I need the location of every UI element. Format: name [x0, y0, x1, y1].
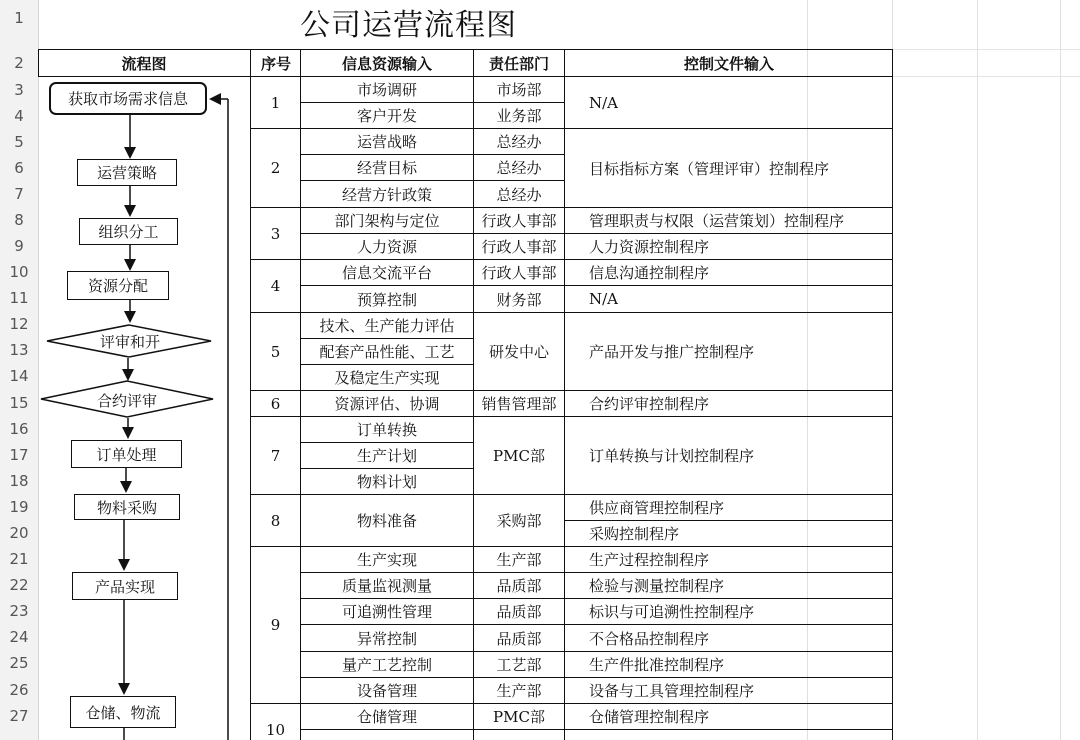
seq-cell[interactable]: 7	[270, 446, 281, 465]
dept-cell[interactable]: 行政人事部	[481, 212, 557, 230]
flow-step[interactable]: 运营策略	[77, 159, 177, 186]
grid-line	[1060, 0, 1061, 740]
control-cell[interactable]: N/A	[589, 290, 619, 308]
input-cell[interactable]: 物料准备	[356, 512, 417, 530]
header-input[interactable]: 信息资源输入	[341, 54, 432, 73]
input-cell[interactable]: 预算控制	[356, 290, 417, 309]
row-number[interactable]: 16	[9, 420, 29, 438]
input-cell[interactable]: 质量监视测量	[341, 577, 432, 595]
row-number[interactable]: 27	[9, 707, 29, 725]
seq-cell[interactable]: 6	[270, 394, 281, 413]
input-cell[interactable]: 及稳定生产实现	[334, 369, 440, 387]
dept-cell[interactable]: 工艺部	[496, 656, 542, 674]
flow-step-start[interactable]: 获取市场需求信息	[49, 82, 207, 115]
row-number[interactable]: 21	[9, 550, 29, 568]
input-cell[interactable]: 人力资源	[356, 238, 417, 256]
dept-cell[interactable]: 生产部	[496, 551, 542, 569]
dept-cell[interactable]: 总经办	[496, 185, 542, 204]
seq-cell[interactable]: 4	[270, 277, 281, 295]
input-cell[interactable]: 经营方针政策	[341, 185, 432, 204]
row-number[interactable]: 3	[14, 81, 24, 99]
row-number[interactable]: 14	[9, 367, 29, 385]
dept-cell[interactable]: 品质部	[496, 603, 542, 621]
input-cell[interactable]: 异常控制	[356, 629, 417, 648]
input-cell[interactable]: 仓储管理	[356, 708, 417, 726]
dept-cell[interactable]: 财务部	[496, 290, 542, 309]
row-number[interactable]: 23	[9, 602, 29, 620]
flow-step[interactable]: 资源分配	[67, 271, 169, 300]
grid-line	[977, 0, 978, 740]
control-cell[interactable]: 信息沟通控制程序	[589, 264, 710, 282]
dept-cell[interactable]: 研发中心	[488, 343, 549, 361]
sheet-title[interactable]: 公司运营流程图	[300, 8, 517, 43]
dept-cell[interactable]: PMC部	[493, 708, 545, 726]
flow-step[interactable]: 仓储、物流	[70, 696, 176, 728]
control-cell[interactable]: 目标指标方案（管理评审）控制程序	[589, 159, 830, 178]
input-cell[interactable]: 经营目标	[356, 159, 417, 177]
dept-cell[interactable]: 总经办	[496, 159, 542, 177]
row-number[interactable]: 11	[9, 289, 29, 307]
seq-cell[interactable]: 3	[270, 224, 281, 243]
dept-cell[interactable]: 市场部	[496, 81, 542, 99]
row-number[interactable]: 20	[9, 524, 29, 542]
control-cell[interactable]: 标识与可追溯性控制程序	[589, 603, 755, 621]
row-number[interactable]: 12	[9, 315, 29, 333]
dept-cell[interactable]: 销售管理部	[481, 395, 557, 413]
row-number[interactable]: 2	[14, 54, 24, 72]
seq-cell[interactable]: 1	[270, 93, 281, 112]
row-number[interactable]: 7	[14, 185, 24, 203]
flow-step[interactable]: 订单处理	[71, 440, 182, 468]
input-cell[interactable]: 配套产品性能、工艺	[319, 343, 455, 361]
input-cell[interactable]: 市场调研	[356, 81, 417, 99]
input-cell[interactable]: 量产工艺控制	[341, 656, 432, 674]
row-number[interactable]: 6	[14, 159, 24, 177]
row-number[interactable]: 26	[9, 681, 29, 699]
dept-cell[interactable]: 行政人事部	[481, 238, 557, 256]
input-cell[interactable]: 信息交流平台	[341, 264, 432, 282]
dept-cell[interactable]: 品质部	[496, 577, 542, 595]
seq-cell[interactable]: 8	[270, 511, 281, 530]
control-cell[interactable]: 供应商管理控制程序	[589, 499, 725, 517]
input-cell[interactable]: 可追溯性管理	[341, 603, 432, 621]
row-number[interactable]: 1	[14, 9, 24, 27]
dept-cell[interactable]: 总经办	[496, 133, 542, 151]
grid-line	[893, 76, 1080, 77]
input-cell[interactable]: 设备管理	[356, 682, 417, 700]
control-cell[interactable]: 采购控制程序	[589, 525, 680, 543]
seq-cell[interactable]: 5	[270, 342, 281, 361]
row-number[interactable]: 10	[9, 263, 29, 281]
flow-step[interactable]: 物料采购	[74, 494, 180, 520]
header-dept[interactable]: 责任部门	[488, 54, 549, 73]
input-cell[interactable]: 生产计划	[356, 447, 417, 465]
row-number[interactable]: 8	[14, 211, 24, 229]
seq-cell[interactable]: 10	[265, 721, 286, 739]
dept-cell[interactable]: 行政人事部	[481, 264, 557, 282]
input-cell[interactable]: 订单转换	[356, 421, 417, 439]
input-cell[interactable]: 资源评估、协调	[334, 395, 440, 413]
dept-cell[interactable]: 生产部	[496, 682, 542, 700]
control-cell[interactable]: 产品开发与推广控制程序	[589, 343, 755, 361]
control-cell[interactable]: 订单转换与计划控制程序	[589, 447, 755, 465]
dept-cell[interactable]: 采购部	[496, 512, 542, 530]
control-cell[interactable]: N/A	[589, 93, 619, 112]
control-cell[interactable]: 人力资源控制程序	[589, 238, 710, 256]
flow-decision-label[interactable]: 合约评审	[96, 391, 157, 410]
row-number[interactable]: 13	[9, 341, 29, 359]
header-control[interactable]: 控制文件输入	[683, 54, 774, 73]
input-cell[interactable]: 部门架构与定位	[334, 212, 440, 230]
row-number[interactable]: 25	[9, 654, 29, 672]
header-flow[interactable]: 流程图	[121, 54, 167, 73]
seq-cell[interactable]: 9	[270, 616, 281, 634]
row-number[interactable]: 19	[9, 498, 29, 516]
input-cell[interactable]: 生产实现	[356, 551, 417, 569]
control-cell[interactable]: 设备与工具管理控制程序	[589, 682, 755, 700]
row-number[interactable]: 17	[9, 446, 29, 464]
row-number[interactable]: 22	[9, 576, 29, 594]
flow-step[interactable]: 产品实现	[72, 572, 178, 600]
flow-decision-label[interactable]: 评审和开	[99, 332, 160, 351]
input-cell[interactable]: 物料计划	[356, 473, 417, 491]
dept-cell[interactable]: 业务部	[496, 107, 542, 125]
row-number[interactable]: 24	[9, 628, 29, 646]
table-border	[892, 49, 893, 740]
row-number[interactable]: 15	[9, 394, 29, 412]
control-cell[interactable]: 生产过程控制程序	[589, 551, 710, 569]
header-seq[interactable]: 序号	[260, 54, 291, 73]
control-cell[interactable]: 管理职责与权限（运营策划）控制程序	[589, 212, 845, 230]
control-cell[interactable]: 检验与测量控制程序	[589, 577, 725, 595]
control-cell[interactable]: 合约评审控制程序	[589, 395, 710, 413]
row-number[interactable]: 18	[9, 472, 29, 490]
dept-cell[interactable]: 品质部	[496, 629, 542, 648]
row-number[interactable]: 5	[14, 133, 24, 151]
dept-cell[interactable]: PMC部	[493, 447, 545, 465]
control-cell[interactable]: 不合格品控制程序	[589, 629, 710, 648]
input-cell[interactable]: 技术、生产能力评估	[319, 317, 455, 335]
input-cell[interactable]: 客户开发	[356, 107, 417, 125]
row-number[interactable]: 9	[14, 237, 24, 255]
input-cell[interactable]: 运营战略	[356, 133, 417, 151]
seq-cell[interactable]: 2	[270, 159, 281, 177]
flow-step[interactable]: 组织分工	[79, 218, 178, 245]
table-border	[300, 729, 893, 730]
control-cell[interactable]: 仓储管理控制程序	[589, 708, 710, 726]
control-cell[interactable]: 生产件批准控制程序	[589, 656, 725, 674]
row-number[interactable]: 4	[14, 107, 24, 125]
